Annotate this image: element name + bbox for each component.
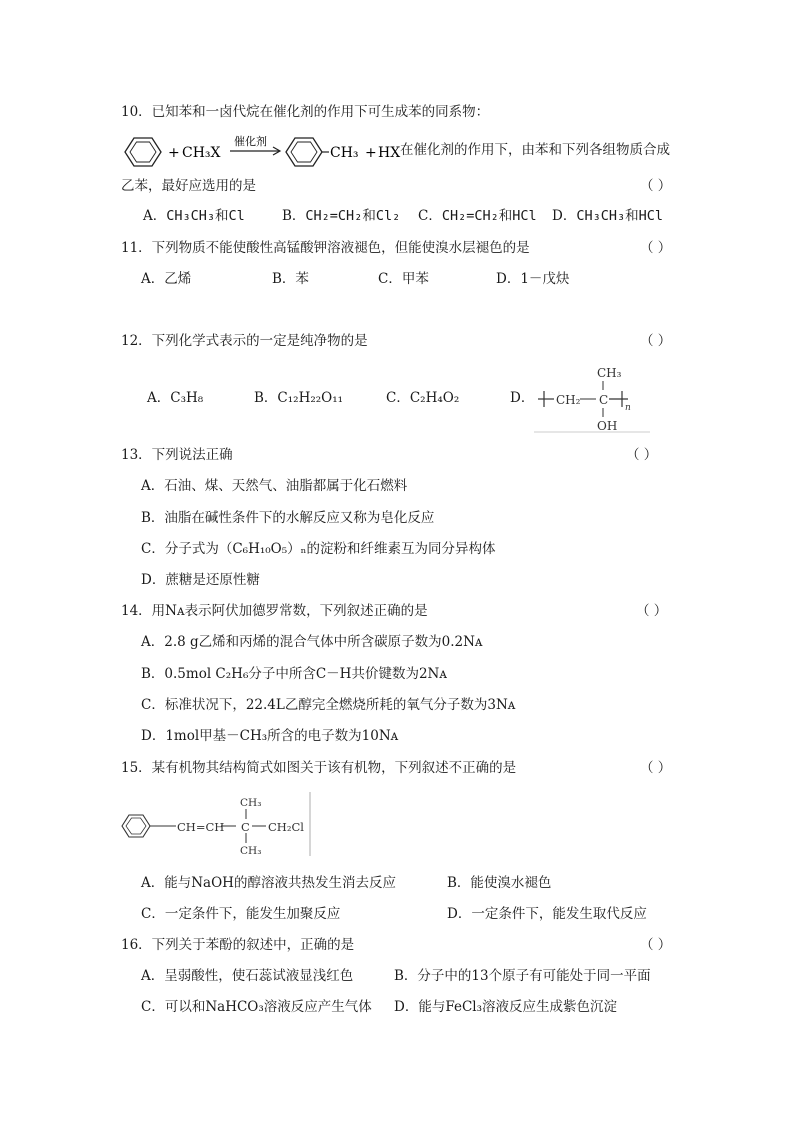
q14-option-c-line xyxy=(0,692,794,718)
q10-hx: HX xyxy=(378,145,401,161)
q13-option-d-line xyxy=(0,567,794,593)
q11-option-a[interactable]: A．乙烯 xyxy=(141,271,192,287)
q12-option-c[interactable]: C．C₂H₄O₂ xyxy=(386,390,460,406)
q16-options-row-2 xyxy=(0,994,794,1020)
q14-option-a-line xyxy=(0,629,794,655)
q15-c: C xyxy=(241,820,250,834)
polymer-n: n xyxy=(625,403,631,413)
q10-option-d[interactable]: D．CH₃CH₃和HCl xyxy=(552,208,663,224)
q14-option-d[interactable]: D．1mol甲基－CH₃所含的电子数为10Nᴀ xyxy=(141,728,399,744)
q12-options xyxy=(0,385,794,411)
q15-answer-paren: （ ） xyxy=(640,760,672,776)
polymer-ch3: CH₃ xyxy=(597,366,622,380)
q10-options xyxy=(0,203,794,229)
q10-plus-1: + xyxy=(168,145,180,161)
q13-title-line xyxy=(0,442,794,468)
q11-title: 11．下列物质不能使酸性高锰酸钾溶液褪色，但能使溴水层褪色的是 xyxy=(121,240,530,256)
q15-options-row-2 xyxy=(0,901,794,927)
q12-answer-paren: （ ） xyxy=(640,333,672,349)
q10-plus-2: + xyxy=(365,145,377,161)
q13-option-b[interactable]: B．油脂在碱性条件下的水解反应又称为皂化反应 xyxy=(141,510,435,526)
q14-option-c[interactable]: C．标准状况下，22.4L乙醇完全燃烧所耗的氧气分子数为3Nᴀ xyxy=(141,697,516,713)
q15-title-line xyxy=(0,755,794,781)
q16-title: 16．下列关于苯酚的叙述中，正确的是 xyxy=(121,937,355,953)
q13-answer-paren: （ ） xyxy=(626,447,658,463)
q14-option-a[interactable]: A．2.8 g乙烯和丙烯的混合气体中所含碳原子数为0.2Nᴀ xyxy=(141,634,483,650)
q13-option-b-line xyxy=(0,505,794,531)
q15-option-d[interactable]: D．一定条件下，能发生取代反应 xyxy=(447,906,647,922)
q13-title: 13．下列说法正确 xyxy=(121,447,233,463)
q10-product-ch3: CH₃ xyxy=(330,145,359,161)
q11-options xyxy=(0,266,794,292)
q10-title: 10．已知苯和一卤代烷在催化剂的作用下可生成苯的同系物： xyxy=(121,104,490,120)
q11-option-b[interactable]: B．苯 xyxy=(272,271,309,287)
q15-title: 15．某有机物其结构简式如图关于该有机物，下列叙述不正确的是 xyxy=(121,760,517,776)
q15-structure xyxy=(118,790,318,858)
q13-option-a-line xyxy=(0,473,794,499)
q10-option-c[interactable]: C．CH₂=CH₂和HCl xyxy=(418,208,537,224)
q10-catalyst: 催化剂 xyxy=(234,135,267,148)
polymer-ch2: CH₂ xyxy=(556,393,581,407)
q15-option-a[interactable]: A．能与NaOH的醇溶液共热发生消去反应 xyxy=(141,875,396,891)
q10-option-b[interactable]: B．CH₂=CH₂和Cl₂ xyxy=(282,208,401,224)
q16-option-b[interactable]: B．分子中的13个原子有可能处于同一平面 xyxy=(394,968,651,984)
polymer-oh: OH xyxy=(597,419,618,433)
q15-ch3-top: CH₃ xyxy=(240,797,262,809)
q13-option-c-line xyxy=(0,536,794,562)
q14-option-b[interactable]: B．0.5mol C₂H₆分子中所含C－H共价键数为2Nᴀ xyxy=(141,666,447,682)
q16-option-c[interactable]: C．可以和NaHCO₃溶液反应产生气体 xyxy=(141,999,372,1015)
q14-title: 14．用Nᴀ表示阿伏加德罗常数，下列叙述正确的是 xyxy=(121,603,428,619)
q10-line2 xyxy=(0,173,794,199)
q12-option-a[interactable]: A．C₃H₈ xyxy=(147,390,204,406)
q16-option-a[interactable]: A．呈弱酸性，使石蕊试液显浅红色 xyxy=(141,968,354,984)
q13-option-c[interactable]: C．分子式为（C₆H₁₀O₅）ₙ的淀粉和纤维素互为同分异构体 xyxy=(141,541,496,557)
q16-options-row-1 xyxy=(0,963,794,989)
q16-answer-paren: （ ） xyxy=(640,937,672,953)
q10-line2-text: 乙苯，最好应选用的是 xyxy=(121,178,256,194)
q11-option-c[interactable]: C．甲苯 xyxy=(378,271,429,287)
q10-ch3x: CH₃X xyxy=(182,145,221,161)
q12-option-b[interactable]: B．C₁₂H₂₂O₁₁ xyxy=(254,390,344,406)
q14-option-d-line xyxy=(0,723,794,749)
q10-answer-paren: （ ） xyxy=(640,178,672,194)
benzene-ring-icon xyxy=(122,815,176,837)
q15-chain: CH=CH xyxy=(177,820,225,834)
q10-title-line xyxy=(0,99,794,125)
q11-option-d[interactable]: D．1－戊炔 xyxy=(496,271,570,287)
q15-option-c[interactable]: C．一定条件下，能发生加聚反应 xyxy=(141,906,341,922)
q12-option-d-label[interactable]: D． xyxy=(510,390,535,406)
q10-tail: 在催化剂的作用下，由苯和下列各组物质合成 xyxy=(400,142,670,158)
q15-ch2cl: CH₂Cl xyxy=(268,820,304,834)
q12-title-line xyxy=(0,328,794,354)
q16-title-line xyxy=(0,932,794,958)
q14-answer-paren: （ ） xyxy=(636,603,668,619)
q11-title-line xyxy=(0,235,794,261)
q15-options-row-1 xyxy=(0,870,794,896)
q13-option-a[interactable]: A．石油、煤、天然气、油脂都属于化石燃料 xyxy=(141,478,408,494)
q12-title: 12．下列化学式表示的一定是纯净物的是 xyxy=(121,333,368,349)
q15-ch3-bottom: CH₃ xyxy=(240,845,262,857)
q14-title-line xyxy=(0,598,794,624)
polymer-c: C xyxy=(599,393,609,407)
q13-option-d[interactable]: D．蔗糖是还原性糖 xyxy=(141,572,260,588)
q15-option-b[interactable]: B．能使溴水褪色 xyxy=(447,875,552,891)
q10-option-a[interactable]: A．CH₃CH₃和Cl xyxy=(143,208,245,224)
q16-option-d[interactable]: D．能与FeCl₃溶液反应生成紫色沉淀 xyxy=(394,999,618,1015)
q11-answer-paren: （ ） xyxy=(640,240,672,256)
q12-polymer-structure xyxy=(532,360,652,434)
q14-option-b-line xyxy=(0,661,794,687)
q10-tail-line xyxy=(0,137,794,163)
